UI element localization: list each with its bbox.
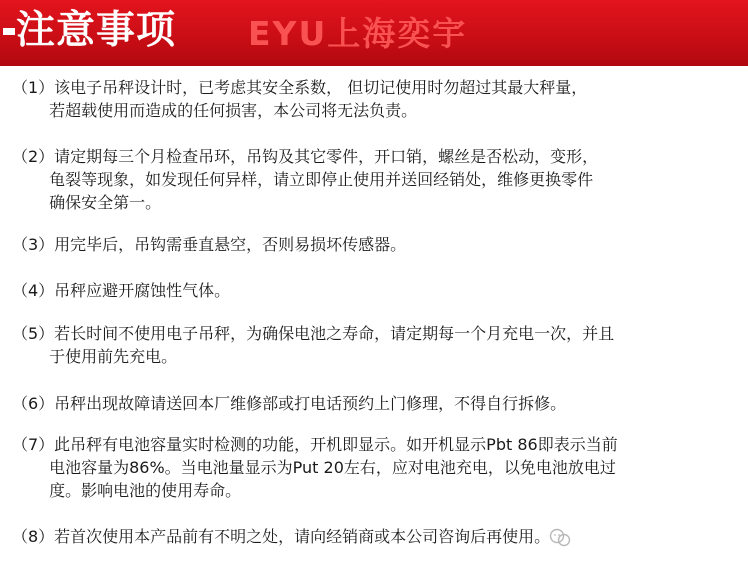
page-title: 注意事项: [16, 8, 177, 53]
brand-text: EYU上海奕宇: [248, 14, 468, 53]
title-dash: [3, 28, 15, 35]
note-item: [12, 145, 738, 214]
note-item: [12, 433, 738, 502]
note-line: 电池容量为86%。当电池量显示为Put 20左右，应对电池充电，以免电池放电过: [12, 458, 616, 477]
note-line: 度。影响电池的使用寿命。: [12, 481, 242, 500]
note-line: 于使用前先充电。: [12, 347, 178, 366]
note-line: （3）用完毕后，吊钩需垂直悬空，否则易损坏传感器。: [12, 235, 407, 254]
note-line: 龟裂等现象，如发现任何异样，请立即停止使用并送回经销处，维修更换零件: [12, 170, 594, 189]
note-line: （4）吊秤应避开腐蚀性气体。: [12, 281, 231, 300]
note-item: [12, 279, 738, 302]
header-banner: [0, 0, 748, 66]
note-item: [12, 76, 738, 122]
note-line: （8）若首次使用本产品前有不明之处，请向经销商或本公司咨询后再使用。: [12, 527, 551, 546]
note-item: [12, 525, 738, 548]
note-line: （7）此吊秤有电池容量实时检测的功能，开机即显示。如开机显示Pbt 86即表示当前: [12, 435, 618, 454]
note-line: 若超载使用而造成的任何损害，本公司将无法负责。: [12, 101, 418, 120]
note-item: [12, 233, 738, 256]
note-item: [12, 322, 738, 368]
note-line: （2）请定期每三个月检查吊环，吊钩及其它零件，开口销，螺丝是否松动，变形，: [12, 147, 599, 166]
note-line: （6）吊秤出现故障请送回本厂维修部或打电话预约上门修理，不得自行拆修。: [12, 394, 567, 413]
note-line: （1）该电子吊秤设计时，已考虑其安全系数， 但切记使用时勿超过其最大秤量，: [12, 78, 588, 97]
watermark-icon: [549, 527, 571, 549]
note-line: （5）若长时间不使用电子吊秤，为确保电池之寿命，请定期每一个月充电一次，并且: [12, 324, 615, 343]
note-item: [12, 392, 738, 415]
note-line: 确保安全第一。: [12, 193, 162, 212]
